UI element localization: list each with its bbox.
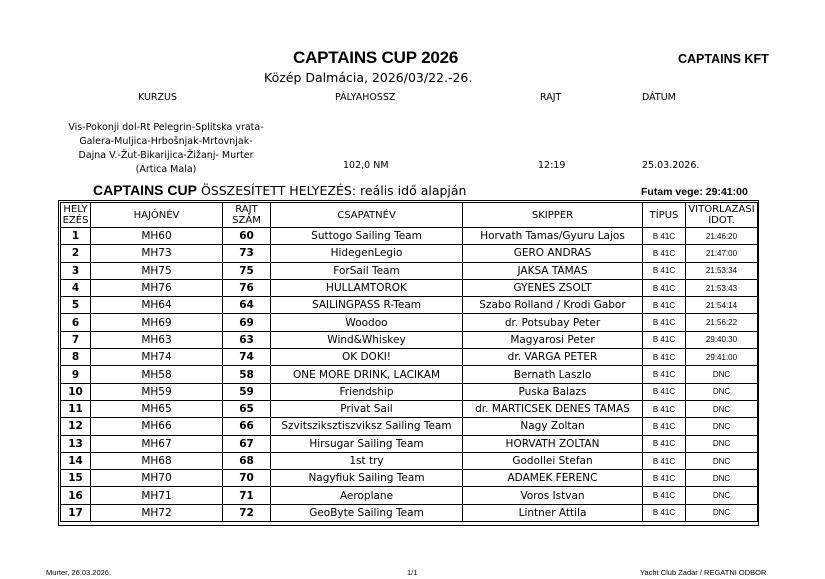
row-sail-number: 73 bbox=[223, 245, 271, 262]
results-title bbox=[93, 182, 466, 198]
course-line: Vis-Pokonji dol-Rt Pelegrin-Splitska vrata- bbox=[68, 122, 264, 133]
row-boat-name: MH58 bbox=[91, 366, 223, 383]
row-sailing-time: DNC bbox=[686, 418, 758, 435]
row-sail-number: 72 bbox=[223, 504, 271, 521]
row-team-name: Szvitsziksztiszviksz Sailing Team bbox=[271, 418, 463, 435]
row-boat-type: B 41C bbox=[643, 418, 686, 435]
distance-value: 102,0 NM bbox=[343, 160, 389, 171]
row-team-name: SAILINGPASS R-Team bbox=[271, 297, 463, 314]
row-boat-name: MH63 bbox=[91, 331, 223, 348]
row-skipper: Puska Balazs bbox=[463, 383, 643, 400]
course-line: Dajna V.-Žut-Bikarijica-Žižanj- Murter bbox=[78, 150, 254, 161]
row-position: 5 bbox=[61, 297, 91, 314]
row-boat-type: B 41C bbox=[643, 279, 686, 296]
table-row bbox=[61, 452, 758, 469]
row-position: 17 bbox=[61, 504, 91, 521]
row-sail-number: 66 bbox=[223, 418, 271, 435]
row-boat-type: B 41C bbox=[643, 228, 686, 245]
row-boat-name: MH60 bbox=[91, 228, 223, 245]
row-sail-number: 63 bbox=[223, 331, 271, 348]
row-team-name: Aeroplane bbox=[271, 487, 463, 504]
row-sailing-time: DNC bbox=[686, 435, 758, 452]
row-boat-name: MH71 bbox=[91, 487, 223, 504]
row-sail-number: 65 bbox=[223, 400, 271, 417]
table-row bbox=[61, 383, 758, 400]
row-sail-number: 58 bbox=[223, 366, 271, 383]
row-team-name: HULLAMTOROK bbox=[271, 279, 463, 296]
row-boat-type: B 41C bbox=[643, 470, 686, 487]
row-boat-type: B 41C bbox=[643, 349, 686, 366]
row-sailing-time: DNC bbox=[686, 400, 758, 417]
table-row bbox=[61, 262, 758, 279]
row-sail-number: 71 bbox=[223, 487, 271, 504]
header-boat-type: TÍPUS bbox=[643, 203, 686, 228]
row-skipper: ADAMEK FERENC bbox=[463, 470, 643, 487]
company-name: CAPTAINS KFT bbox=[678, 52, 769, 66]
row-sailing-time: 29:40:30 bbox=[686, 331, 758, 348]
table-header-row bbox=[61, 203, 758, 228]
row-sail-number: 59 bbox=[223, 383, 271, 400]
row-boat-name: MH74 bbox=[91, 349, 223, 366]
row-sail-number: 68 bbox=[223, 452, 271, 469]
row-sailing-time: DNC bbox=[686, 383, 758, 400]
row-boat-name: MH64 bbox=[91, 297, 223, 314]
finish-time: Futam vege: 29:41:00 bbox=[641, 186, 748, 198]
table-row bbox=[61, 279, 758, 296]
row-sailing-time: DNC bbox=[686, 487, 758, 504]
row-boat-name: MH69 bbox=[91, 314, 223, 331]
row-team-name: GeoByte Sailing Team bbox=[271, 504, 463, 521]
row-position: 11 bbox=[61, 400, 91, 417]
row-skipper: Nagy Zoltan bbox=[463, 418, 643, 435]
row-sailing-time: 29:41:00 bbox=[686, 349, 758, 366]
row-sailing-time: 21:53:43 bbox=[686, 279, 758, 296]
row-sailing-time: 21:53:34 bbox=[686, 262, 758, 279]
row-skipper: dr. VARGA PETER bbox=[463, 349, 643, 366]
row-boat-type: B 41C bbox=[643, 383, 686, 400]
table-row bbox=[61, 314, 758, 331]
row-sail-number: 70 bbox=[223, 470, 271, 487]
date-label: DÁTUM bbox=[642, 92, 676, 103]
table-row bbox=[61, 487, 758, 504]
row-position: 12 bbox=[61, 418, 91, 435]
row-boat-type: B 41C bbox=[643, 262, 686, 279]
row-skipper: Voros Istvan bbox=[463, 487, 643, 504]
distance-label: PÁLYAHOSSZ bbox=[335, 92, 396, 103]
table-row bbox=[61, 366, 758, 383]
row-sail-number: 60 bbox=[223, 228, 271, 245]
header-sailing-time: VITORLAZASI IDOT. bbox=[686, 203, 758, 228]
row-team-name: Nagyfiuk Sailing Team bbox=[271, 470, 463, 487]
table-row bbox=[61, 470, 758, 487]
row-position: 2 bbox=[61, 245, 91, 262]
date-value: 25.03.2026. bbox=[642, 160, 700, 171]
page-subtitle: Közép Dalmácia, 2026/03/22.-26. bbox=[264, 70, 473, 85]
start-value: 12:19 bbox=[538, 160, 566, 171]
row-position: 14 bbox=[61, 452, 91, 469]
row-team-name: 1st try bbox=[271, 452, 463, 469]
row-sail-number: 75 bbox=[223, 262, 271, 279]
row-sail-number: 74 bbox=[223, 349, 271, 366]
course-line: (Artica Mala) bbox=[135, 164, 197, 175]
row-skipper: Lintner Attila bbox=[463, 504, 643, 521]
table-row bbox=[61, 435, 758, 452]
row-sailing-time: 21:47:00 bbox=[686, 245, 758, 262]
results-title-rest: ÖSSZESÍTETT HELYEZÉS: reális idő alapján bbox=[200, 183, 467, 198]
row-team-name: Wind&Whiskey bbox=[271, 331, 463, 348]
row-boat-name: MH66 bbox=[91, 418, 223, 435]
row-position: 4 bbox=[61, 279, 91, 296]
row-skipper: JAKSA TAMAS bbox=[463, 262, 643, 279]
row-boat-name: MH75 bbox=[91, 262, 223, 279]
row-position: 10 bbox=[61, 383, 91, 400]
results-title-bold: CAPTAINS CUP bbox=[93, 182, 197, 198]
header-position: HELY EZÉS bbox=[61, 203, 91, 228]
row-boat-name: MH72 bbox=[91, 504, 223, 521]
row-skipper: dr. MARTICSEK DENES TAMAS bbox=[463, 400, 643, 417]
row-skipper: Godollei Stefan bbox=[463, 452, 643, 469]
footer-page-number: 1/1 bbox=[407, 568, 418, 577]
course-line: Galera-Muljica-Hrbošnjak-Mrtovnjak- bbox=[79, 136, 253, 147]
course-description bbox=[46, 121, 286, 177]
row-boat-name: MH65 bbox=[91, 400, 223, 417]
row-position: 9 bbox=[61, 366, 91, 383]
row-boat-name: MH76 bbox=[91, 279, 223, 296]
row-sailing-time: DNC bbox=[686, 504, 758, 521]
row-skipper: GYENES ZSOLT bbox=[463, 279, 643, 296]
row-boat-type: B 41C bbox=[643, 452, 686, 469]
footer-place-date: Murter, 26.03.2026. bbox=[46, 568, 112, 577]
row-sailing-time: 21:54:14 bbox=[686, 297, 758, 314]
row-skipper: HORVATH ZOLTAN bbox=[463, 435, 643, 452]
row-position: 3 bbox=[61, 262, 91, 279]
row-boat-type: B 41C bbox=[643, 366, 686, 383]
row-sailing-time: DNC bbox=[686, 366, 758, 383]
row-position: 13 bbox=[61, 435, 91, 452]
footer-organizer: Yacht Club Zadar / REGATNI ODBOR bbox=[640, 568, 767, 577]
row-boat-name: MH70 bbox=[91, 470, 223, 487]
row-boat-type: B 41C bbox=[643, 435, 686, 452]
row-sail-number: 69 bbox=[223, 314, 271, 331]
header-sail-number: RAJT SZÁM bbox=[223, 203, 271, 228]
row-boat-name: MH67 bbox=[91, 435, 223, 452]
row-sailing-time: 21:46:20 bbox=[686, 228, 758, 245]
row-sail-number: 67 bbox=[223, 435, 271, 452]
table-row bbox=[61, 245, 758, 262]
row-boat-type: B 41C bbox=[643, 245, 686, 262]
row-position: 15 bbox=[61, 470, 91, 487]
row-team-name: HidegenLegio bbox=[271, 245, 463, 262]
row-team-name: Privat Sail bbox=[271, 400, 463, 417]
row-boat-type: B 41C bbox=[643, 331, 686, 348]
table-row bbox=[61, 331, 758, 348]
table-row bbox=[61, 504, 758, 521]
table-row bbox=[61, 400, 758, 417]
row-sailing-time: DNC bbox=[686, 470, 758, 487]
row-position: 8 bbox=[61, 349, 91, 366]
row-position: 1 bbox=[61, 228, 91, 245]
row-sail-number: 64 bbox=[223, 297, 271, 314]
row-team-name: ONE MORE DRINK, LACIKAM bbox=[271, 366, 463, 383]
row-sailing-time: DNC bbox=[686, 452, 758, 469]
row-boat-type: B 41C bbox=[643, 487, 686, 504]
table-row bbox=[61, 228, 758, 245]
row-skipper: Bernath Laszlo bbox=[463, 366, 643, 383]
start-label: RAJT bbox=[540, 92, 562, 103]
row-skipper: dr. Potsubay Peter bbox=[463, 314, 643, 331]
row-position: 6 bbox=[61, 314, 91, 331]
row-boat-name: MH68 bbox=[91, 452, 223, 469]
row-position: 16 bbox=[61, 487, 91, 504]
table-row bbox=[61, 297, 758, 314]
row-skipper: GERO ANDRAS bbox=[463, 245, 643, 262]
row-team-name: OK DOKI! bbox=[271, 349, 463, 366]
header-team-name: CSAPATNÉV bbox=[271, 203, 463, 228]
page-title: CAPTAINS CUP 2026 bbox=[293, 48, 459, 67]
row-position: 7 bbox=[61, 331, 91, 348]
results-table bbox=[60, 202, 758, 522]
header-skipper: SKIPPER bbox=[463, 203, 643, 228]
row-skipper: Horvath Tamas/Gyuru Lajos bbox=[463, 228, 643, 245]
table-row bbox=[61, 418, 758, 435]
table-row bbox=[61, 349, 758, 366]
row-team-name: Suttogo Sailing Team bbox=[271, 228, 463, 245]
row-boat-type: B 41C bbox=[643, 314, 686, 331]
row-team-name: Friendship bbox=[271, 383, 463, 400]
row-team-name: Woodoo bbox=[271, 314, 463, 331]
row-skipper: Szabo Rolland / Krodi Gabor bbox=[463, 297, 643, 314]
row-boat-name: MH73 bbox=[91, 245, 223, 262]
row-boat-type: B 41C bbox=[643, 504, 686, 521]
row-boat-type: B 41C bbox=[643, 297, 686, 314]
row-skipper: Magyarosi Peter bbox=[463, 331, 643, 348]
header-boat-name: HAJÓNÉV bbox=[91, 203, 223, 228]
row-team-name: ForSail Team bbox=[271, 262, 463, 279]
row-boat-name: MH59 bbox=[91, 383, 223, 400]
row-team-name: Hirsugar Sailing Team bbox=[271, 435, 463, 452]
course-label: KURZUS bbox=[138, 92, 178, 103]
row-boat-type: B 41C bbox=[643, 400, 686, 417]
row-sailing-time: 21:56:22 bbox=[686, 314, 758, 331]
row-sail-number: 76 bbox=[223, 279, 271, 296]
